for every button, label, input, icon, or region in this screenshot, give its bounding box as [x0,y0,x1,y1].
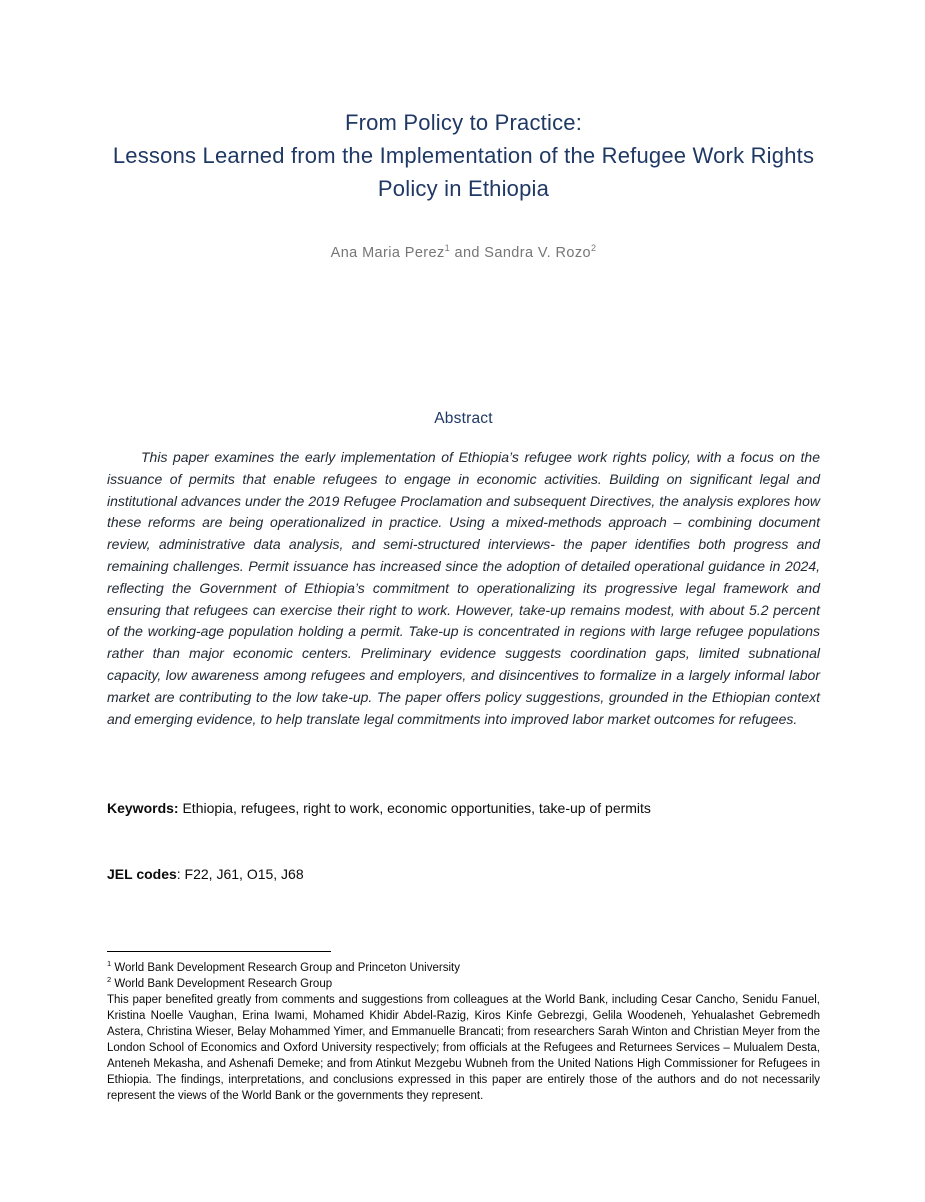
author-line [107,245,820,261]
jel-codes-value: : F22, J61, O15, J68 [176,866,304,882]
footnote-2-marker: 2 [107,975,112,985]
footnote-2-text: World Bank Development Research Group [111,978,333,990]
author-1-footnote-marker: 1 [444,243,451,254]
keywords-value: Ethiopia, refugees, right to work, economic opportunities, take-up of permits [178,800,651,816]
abstract-heading: Abstract [434,410,493,427]
footnote-affiliation-2 [107,976,820,992]
abstract-paragraph: This paper examines the early implementation of Ethiopia’s refugee work rights policy, with a focus on the issuance of permits that enable refugees to engage in economic activities. Building on significant legal and institutional advances under the 2019 Refugee Proclamation and subsequent Directives, the analysis explores how these reforms are being operationalized in practice. Using a mixed-methods approach – combining document review, administrative data analysis, and semi-structured interviews- the paper identifies both progress and remaining challenges. Permit issuance has increased since the adoption of detailed operational guidance in 2024, reflecting the Government of Ethiopia’s commitment to operationalizing its progressive legal framework and ensuring that refugees can exercise their right to work. However, take-up remains modest, with about 5.2 percent of the working-age population holding a permit. Take-up is concentrated in regions with large refugee populations rather than major economic centers. Preliminary evidence suggests coordination gaps, limited subnational capacity, low awareness among refugees and employers, and disincentives to formalize in a largely informal labor market are contributing to the low take-up. The paper offers policy suggestions, grounded in the Ethiopian context and emerging evidence, to help translate legal commitments into improved labor market outcomes for refugees. [107,449,820,727]
footnote-1-marker: 1 [107,959,112,969]
footnote-separator-rule [107,951,331,952]
footnotes-section [107,960,820,1104]
author-conjunction: and [450,245,485,261]
keywords-label: Keywords: [107,800,179,816]
author-2-name: Sandra V. Rozo [484,245,591,261]
paper-title-line1: From Policy to Practice: [344,110,583,135]
footnote-acknowledgments: This paper benefited greatly from comments and suggestions from colleagues at the World Bank, including Cesar Cancho, Senidu Fanuel, Kristina Noelle Vaughan, Erina Iwami, Mohamed Khidir Abdel-Razig, Kiros Kinfe Gebrezgi, Gelila Woodeneh, Yehualashet Gebremedh Astera, Christina Wieser, Belay Mohammed Yimer, and Emmanuelle Brancati; from researchers Sarah Winton and Christian Meyer from the London School of Economics and Oxford University respectively; from officials at the Refugees and Returnees Services – Mulualem Desta, Anteneh Mekasha, and Ashenafi Demeke; and from Atinkut Mezgebu Wubneh from the United Nations High Commissioner for Refugees in Ethiopia. The findings, interpretations, and conclusions expressed in this paper are entirely those of the authors and do not necessarily represent the views of the World Bank or the governments they represent. [107,994,820,1102]
jel-codes-line [107,866,820,882]
footnote-1-text: World Bank Development Research Group and Princeton University [111,962,460,974]
author-2-footnote-marker: 2 [590,243,597,254]
paper-title-line2: Lessons Learned from the Implementation of the Refugee Work Rights Policy in Ethiopia [112,143,815,201]
author-1-name: Ana Maria Perez [330,245,445,261]
paper-title [107,106,820,205]
keywords-line [107,800,820,816]
jel-codes-label: JEL codes [107,866,177,882]
footnote-affiliation-1 [107,960,820,976]
